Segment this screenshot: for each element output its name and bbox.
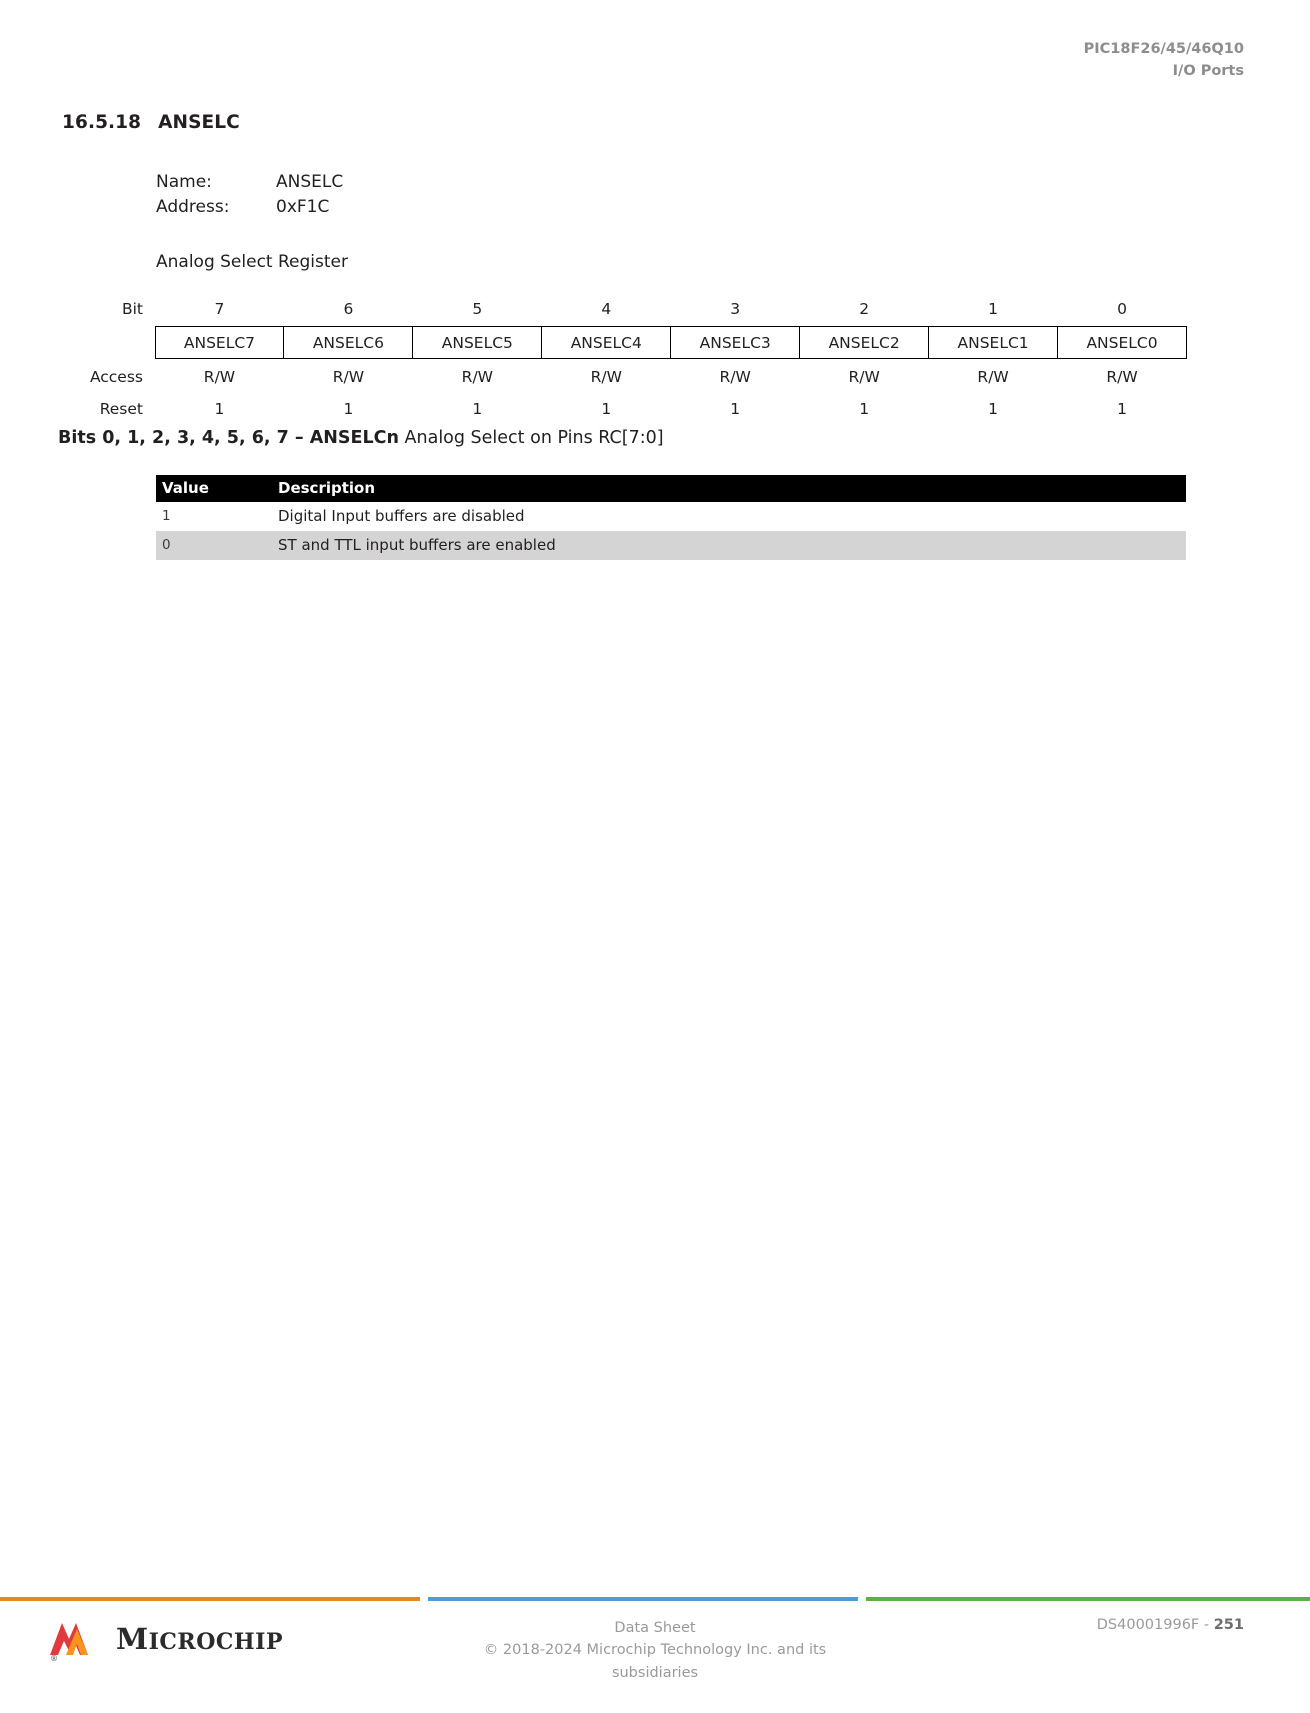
- bit-access-cell: R/W: [719, 368, 751, 386]
- bit-field-cell: ANSELC3: [671, 327, 800, 359]
- bit-reset-cell: 1: [1117, 400, 1127, 418]
- bit-reset-cell: 1: [730, 400, 741, 418]
- bit-access-cell: R/W: [1106, 368, 1138, 386]
- bit-number-cell: 2: [859, 300, 870, 318]
- bit-field-cell: ANSELC0: [1058, 327, 1187, 359]
- bit-field-cell: ANSELC4: [542, 327, 671, 359]
- header-device: PIC18F26/45/46Q10: [1083, 41, 1244, 57]
- bit-access-cell: R/W: [461, 368, 493, 386]
- description-cell: Digital Input buffers are disabled: [272, 502, 1186, 531]
- value-cell: 0: [156, 531, 272, 560]
- bit-field-row: [62, 327, 1187, 359]
- bit-reset-cell: 1: [472, 400, 483, 418]
- header-subtitle: I/O Ports: [1172, 63, 1244, 80]
- page-footer: [0, 1603, 1310, 1691]
- bit-access-cell: R/W: [848, 368, 880, 386]
- section-number: 16.5.18: [62, 112, 142, 133]
- section-title: ANSELC: [158, 112, 240, 133]
- bit-access-row: [62, 359, 1187, 392]
- footer-doc-id: DS40001996F -: [1096, 1617, 1214, 1633]
- bits-description-text: Analog Select on Pins RC[7:0]: [404, 428, 664, 448]
- microchip-wordmark: MICROCHIP: [116, 1622, 283, 1656]
- bit-number-cell: 0: [1117, 300, 1127, 318]
- value-column-header: Value: [156, 475, 272, 502]
- bit-reset-cell: 1: [859, 400, 870, 418]
- microchip-logo-icon: [48, 1617, 106, 1661]
- footer-copyright-line1: © 2018-2024 Microchip Technology Inc. and its: [483, 1642, 827, 1659]
- description-column-header: Description: [272, 475, 1186, 502]
- footer-center-text: [420, 1617, 890, 1684]
- bits-description-prefix: Bits 0, 1, 2, 3, 4, 5, 6, 7 – ANSELCn: [58, 428, 399, 448]
- bit-number-cell: 3: [730, 300, 741, 318]
- name-label: Name:: [156, 172, 212, 192]
- registered-mark-icon: ®: [50, 1654, 58, 1663]
- footer-rule-orange: [0, 1597, 420, 1601]
- meta-row-name: [156, 170, 343, 195]
- bit-field-cell: ANSELC7: [155, 327, 284, 359]
- bit-number-cell: 7: [214, 300, 225, 318]
- bit-access-cell: R/W: [203, 368, 236, 386]
- bit-access-cell: R/W: [332, 368, 365, 386]
- bit-reset-cell: 1: [343, 400, 354, 418]
- bit-reset-cell: 1: [601, 400, 612, 418]
- register-description: Analog Select Register: [156, 252, 348, 272]
- footer-rule-blue: [428, 1597, 858, 1601]
- footer-datasheet-label: Data Sheet: [614, 1620, 696, 1636]
- footer-copyright-line2: subsidiaries: [611, 1664, 699, 1681]
- bit-access-cell: R/W: [590, 368, 622, 386]
- table-row: [156, 531, 1186, 560]
- meta-row-address: [156, 195, 343, 220]
- footer-doc-info: [1097, 1617, 1244, 1633]
- bits-description: [58, 428, 664, 448]
- value-description-table: [156, 475, 1186, 560]
- bit-reset-cell: 1: [214, 400, 225, 418]
- bit-field-cell: ANSELC1: [929, 327, 1058, 359]
- value-table-header-row: [156, 475, 1186, 502]
- bit-field-table: [62, 295, 1187, 423]
- bit-field-cell: ANSELC2: [800, 327, 929, 359]
- address-label: Address:: [156, 196, 230, 217]
- bit-number-cell: 5: [472, 300, 483, 318]
- address-value: 0xF1C: [276, 196, 330, 217]
- value-cell: 1: [156, 502, 272, 531]
- section-heading: [62, 112, 240, 133]
- bit-number-cell: 6: [343, 300, 354, 318]
- description-cell: ST and TTL input buffers are enabled: [272, 531, 1186, 560]
- table-row: [156, 502, 1186, 531]
- register-meta: [156, 170, 343, 219]
- reset-row-label: Reset: [99, 400, 143, 418]
- bit-reset-row: [62, 391, 1187, 423]
- field-row-label: [62, 327, 155, 359]
- bit-row-label: Bit: [121, 300, 143, 319]
- bit-field-cell: ANSELC5: [413, 327, 542, 359]
- footer-rules: [0, 1597, 1310, 1601]
- bit-number-cell: 1: [988, 300, 999, 318]
- bit-access-cell: R/W: [977, 368, 1009, 386]
- access-row-label: Access: [89, 367, 143, 386]
- bit-number-cell: 4: [601, 300, 612, 318]
- page-header: [1084, 38, 1244, 83]
- name-value: ANSELC: [276, 172, 344, 192]
- bit-field-cell: ANSELC6: [284, 327, 413, 359]
- bit-reset-cell: 1: [988, 400, 999, 418]
- microchip-logo: [48, 1611, 283, 1667]
- bit-number-row: [62, 295, 1187, 327]
- footer-rule-green: [866, 1597, 1310, 1601]
- footer-page-number: 251: [1213, 1617, 1244, 1633]
